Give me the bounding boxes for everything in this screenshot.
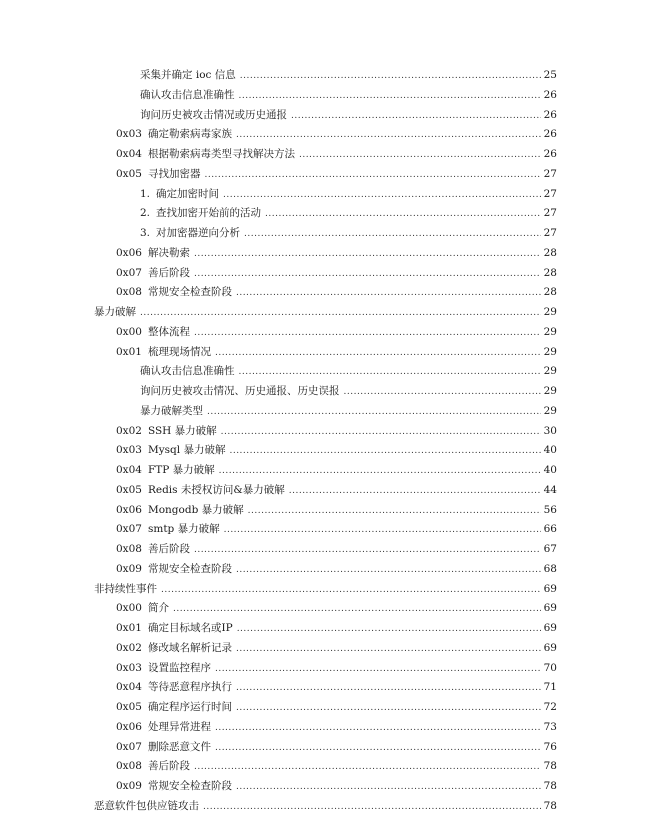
toc-entry-line bbox=[116, 264, 557, 285]
toc-entry-page-number: 29 bbox=[543, 345, 557, 358]
toc-entry-number: 1. bbox=[140, 187, 151, 200]
toc-entry-number: 3. bbox=[140, 227, 151, 239]
toc-entry-number: 0x00 bbox=[116, 325, 142, 338]
dot-leader bbox=[194, 265, 541, 285]
toc-entry[interactable] bbox=[0, 343, 656, 363]
toc-entry-line bbox=[140, 66, 557, 87]
toc-entry-number: 0x03 bbox=[116, 128, 142, 141]
dot-leader bbox=[236, 126, 541, 146]
toc-entry-title: 确认攻击信息准确性 bbox=[140, 365, 235, 378]
toc-entry-line bbox=[116, 244, 557, 265]
toc-entry-title: 简介 bbox=[147, 602, 169, 615]
toc-entry-title: 确认攻击信息准确性 bbox=[140, 88, 235, 101]
toc-entry-line bbox=[116, 501, 557, 522]
toc-entry-title: 暴力破解 bbox=[94, 306, 136, 318]
toc-entry-number: 0x06 bbox=[116, 503, 142, 516]
toc-entry-line bbox=[140, 86, 557, 107]
toc-entry-number: 0x09 bbox=[116, 780, 142, 792]
toc-entry[interactable] bbox=[0, 323, 656, 343]
dot-leader bbox=[194, 324, 541, 344]
toc-entry-number: 0x07 bbox=[116, 266, 142, 279]
toc-entry[interactable] bbox=[0, 678, 656, 698]
toc-entry-number: 0x09 bbox=[116, 562, 142, 575]
toc-entry-number: 0x02 bbox=[116, 424, 142, 437]
dot-leader bbox=[219, 462, 541, 482]
toc-entry[interactable] bbox=[0, 283, 656, 303]
toc-entry-page-number: 66 bbox=[543, 523, 557, 536]
toc-entry-number: 0x05 bbox=[116, 483, 142, 496]
toc-entry-page-number: 68 bbox=[543, 562, 557, 575]
toc-entry-title: 查找加密开始前的活动 bbox=[156, 207, 262, 220]
toc-entry-number: 0x03 bbox=[116, 444, 142, 457]
toc-entry-number: 0x06 bbox=[116, 720, 142, 733]
dot-leader bbox=[344, 383, 541, 403]
dot-leader bbox=[215, 719, 541, 739]
table-of-contents bbox=[0, 66, 656, 817]
toc-entry-page-number: 27 bbox=[543, 227, 557, 239]
toc-entry[interactable] bbox=[0, 244, 656, 264]
toc-entry-line bbox=[116, 678, 557, 699]
toc-entry[interactable] bbox=[0, 106, 656, 126]
toc-entry[interactable] bbox=[0, 441, 656, 461]
toc-entry-line bbox=[116, 422, 557, 443]
toc-entry-title: 恶意软件包供应链攻击 bbox=[94, 799, 199, 812]
toc-entry-page-number: 40 bbox=[543, 444, 557, 457]
toc-entry-title: 善后阶段 bbox=[147, 760, 190, 773]
dot-leader bbox=[229, 442, 540, 462]
toc-entry-title: 暴力破解类型 bbox=[140, 404, 203, 417]
toc-entry-title: 等待恶意程序执行 bbox=[147, 681, 232, 694]
toc-entry[interactable] bbox=[0, 698, 656, 718]
toc-entry[interactable] bbox=[0, 580, 656, 600]
toc-entry-title: Mongodb 暴力破解 bbox=[147, 503, 244, 516]
toc-entry-title: 确定加密时间 bbox=[156, 187, 220, 200]
toc-entry[interactable] bbox=[0, 738, 656, 758]
toc-entry-page-number: 30 bbox=[543, 424, 557, 437]
toc-entry-title: 采集并确定 ioc 信息 bbox=[140, 69, 236, 81]
toc-entry[interactable] bbox=[0, 204, 656, 224]
toc-entry-page-number: 78 bbox=[543, 760, 557, 773]
toc-entry-number: 2. bbox=[140, 207, 151, 220]
dot-leader bbox=[248, 502, 541, 522]
dot-leader bbox=[244, 225, 541, 245]
toc-entry-number: 0x06 bbox=[116, 246, 142, 259]
toc-entry-page-number: 69 bbox=[543, 582, 557, 595]
toc-entry-page-number: 25 bbox=[543, 69, 557, 81]
toc-entry-title: Redis 未授权访问&暴力破解 bbox=[147, 483, 285, 496]
toc-entry-line bbox=[116, 757, 557, 778]
toc-entry-title: 询问历史被攻击情况或历史通报 bbox=[140, 108, 287, 121]
toc-entry-page-number: 26 bbox=[543, 128, 557, 141]
dot-leader bbox=[239, 363, 541, 383]
toc-entry[interactable] bbox=[0, 718, 656, 738]
dot-leader bbox=[203, 798, 541, 818]
toc-entry-title: smtp 暴力破解 bbox=[147, 523, 220, 536]
toc-entry-line bbox=[140, 204, 557, 225]
toc-entry-line bbox=[116, 323, 557, 344]
toc-entry[interactable] bbox=[0, 619, 656, 639]
toc-entry-line bbox=[116, 145, 557, 166]
toc-entry-title: Mysql 暴力破解 bbox=[147, 444, 226, 457]
dot-leader bbox=[194, 541, 541, 561]
toc-entry-page-number: 26 bbox=[543, 148, 557, 160]
toc-entry-title: 对加密器逆向分析 bbox=[156, 227, 241, 239]
toc-entry[interactable] bbox=[0, 422, 656, 442]
toc-entry-title: 处理异常进程 bbox=[147, 720, 211, 733]
toc-entry-title: 梳理现场情况 bbox=[147, 345, 211, 358]
toc-entry[interactable] bbox=[0, 382, 656, 402]
toc-entry-line bbox=[140, 402, 557, 423]
toc-entry-page-number: 27 bbox=[543, 167, 557, 180]
toc-entry-page-number: 26 bbox=[543, 108, 557, 121]
toc-entry-page-number: 44 bbox=[543, 483, 557, 496]
toc-entry-title: 常规安全检查阶段 bbox=[147, 780, 232, 792]
toc-entry-number: 0x01 bbox=[116, 622, 142, 634]
toc-entry-line bbox=[140, 224, 557, 245]
toc-entry-line bbox=[116, 738, 557, 759]
toc-entry-page-number: 28 bbox=[543, 286, 557, 299]
dot-leader bbox=[265, 205, 541, 225]
toc-entry-page-number: 69 bbox=[543, 602, 557, 615]
toc-entry-title: 确定勒索病毒家族 bbox=[147, 128, 232, 141]
toc-entry[interactable] bbox=[0, 461, 656, 481]
toc-entry-line bbox=[116, 777, 557, 798]
toc-entry[interactable] bbox=[0, 520, 656, 540]
dot-leader bbox=[194, 245, 541, 265]
toc-entry-line bbox=[116, 461, 557, 482]
toc-entry-number: 0x01 bbox=[116, 345, 142, 358]
dot-leader bbox=[237, 620, 541, 640]
dot-leader bbox=[236, 778, 541, 798]
toc-entry-page-number: 67 bbox=[543, 543, 557, 555]
toc-entry-title: 询问历史被攻击情况、历史通报、历史误报 bbox=[140, 385, 340, 397]
toc-entry[interactable] bbox=[0, 639, 656, 659]
dot-leader bbox=[215, 344, 541, 364]
toc-entry[interactable] bbox=[0, 66, 656, 86]
toc-entry-title: 善后阶段 bbox=[147, 266, 190, 279]
toc-entry[interactable] bbox=[0, 362, 656, 382]
toc-entry-line bbox=[116, 698, 557, 719]
dot-leader bbox=[194, 758, 541, 778]
dot-leader bbox=[215, 739, 541, 759]
toc-entry-number: 0x04 bbox=[116, 681, 142, 694]
toc-entry-line bbox=[116, 125, 557, 146]
toc-entry-line bbox=[140, 382, 557, 403]
toc-entry[interactable] bbox=[0, 501, 656, 521]
toc-entry-page-number: 78 bbox=[543, 799, 557, 812]
dot-leader bbox=[236, 679, 541, 699]
toc-entry[interactable] bbox=[0, 303, 656, 323]
toc-entry-line bbox=[116, 619, 557, 640]
toc-entry[interactable] bbox=[0, 757, 656, 777]
toc-entry-title: 整体流程 bbox=[147, 325, 190, 338]
toc-entry-page-number: 28 bbox=[543, 246, 557, 259]
toc-entry-title: 非持续性事件 bbox=[94, 582, 157, 595]
toc-entry-line bbox=[140, 362, 557, 383]
dot-leader bbox=[223, 186, 541, 206]
toc-entry[interactable] bbox=[0, 599, 656, 619]
dot-leader bbox=[291, 107, 541, 127]
toc-entry-page-number: 29 bbox=[543, 365, 557, 378]
dot-leader bbox=[204, 166, 540, 186]
dot-leader bbox=[173, 600, 541, 620]
toc-entry-line bbox=[116, 520, 557, 541]
toc-entry-number: 0x02 bbox=[116, 641, 142, 654]
toc-entry-number: 0x07 bbox=[116, 523, 142, 536]
toc-entry-page-number: 69 bbox=[543, 641, 557, 654]
toc-entry-number: 0x08 bbox=[116, 543, 142, 555]
dot-leader bbox=[240, 67, 541, 87]
dot-leader bbox=[161, 581, 541, 601]
dot-leader bbox=[236, 284, 541, 304]
toc-entry-page-number: 29 bbox=[543, 404, 557, 417]
toc-entry-line bbox=[94, 797, 557, 818]
toc-entry[interactable] bbox=[0, 185, 656, 205]
toc-entry-number: 0x04 bbox=[116, 464, 142, 476]
toc-entry-title: 确定程序运行时间 bbox=[147, 701, 232, 713]
toc-entry-page-number: 27 bbox=[543, 207, 557, 220]
toc-entry-page-number: 27 bbox=[543, 187, 557, 200]
toc-entry-line bbox=[116, 659, 557, 680]
toc-entry-number: 0x04 bbox=[116, 148, 142, 160]
toc-entry-number: 0x08 bbox=[116, 286, 142, 299]
toc-entry-page-number: 29 bbox=[543, 325, 557, 338]
toc-entry-page-number: 76 bbox=[543, 740, 557, 753]
toc-entry-line bbox=[116, 441, 557, 462]
toc-entry-line bbox=[116, 165, 557, 186]
toc-entry-title: 常规安全检查阶段 bbox=[147, 562, 232, 575]
toc-entry-number: 0x03 bbox=[116, 661, 142, 674]
toc-entry[interactable] bbox=[0, 125, 656, 145]
toc-entry[interactable] bbox=[0, 86, 656, 106]
toc-entry-title: 解决勒索 bbox=[147, 246, 190, 259]
toc-entry-line bbox=[94, 303, 557, 324]
toc-entry[interactable] bbox=[0, 560, 656, 580]
toc-entry-page-number: 72 bbox=[543, 701, 557, 713]
toc-entry[interactable] bbox=[0, 145, 656, 165]
toc-entry-line bbox=[116, 599, 557, 620]
toc-entry-title: 确定目标域名或IP bbox=[147, 622, 233, 634]
toc-entry[interactable] bbox=[0, 264, 656, 284]
toc-entry-page-number: 26 bbox=[543, 88, 557, 101]
toc-entry-number: 0x00 bbox=[116, 602, 142, 615]
toc-entry-title: 删除恶意文件 bbox=[147, 740, 211, 753]
dot-leader bbox=[299, 146, 541, 166]
dot-leader bbox=[236, 699, 541, 719]
toc-entry-line bbox=[116, 481, 557, 502]
toc-entry-page-number: 70 bbox=[543, 661, 557, 674]
dot-leader bbox=[221, 423, 541, 443]
toc-entry-title: 修改域名解析记录 bbox=[147, 641, 232, 654]
toc-entry-page-number: 69 bbox=[543, 622, 557, 634]
dot-leader bbox=[236, 640, 541, 660]
dot-leader bbox=[140, 304, 541, 324]
toc-entry-page-number: 71 bbox=[543, 681, 557, 694]
toc-entry-line bbox=[140, 185, 557, 206]
toc-entry-line bbox=[116, 639, 557, 660]
toc-entry-page-number: 29 bbox=[543, 306, 557, 318]
toc-entry[interactable] bbox=[0, 659, 656, 679]
toc-entry-line bbox=[94, 580, 557, 601]
toc-entry[interactable] bbox=[0, 165, 656, 185]
dot-leader bbox=[239, 87, 541, 107]
toc-entry[interactable] bbox=[0, 402, 656, 422]
toc-entry-page-number: 56 bbox=[543, 503, 557, 516]
toc-entry-title: FTP 暴力破解 bbox=[147, 464, 215, 476]
toc-entry-number: 0x08 bbox=[116, 760, 142, 773]
toc-entry-line bbox=[116, 718, 557, 739]
dot-leader bbox=[207, 403, 541, 423]
toc-entry-line bbox=[116, 560, 557, 581]
toc-entry-title: 设置监控程序 bbox=[147, 661, 211, 674]
toc-entry-title: 根据勒索病毒类型寻找解决方法 bbox=[147, 148, 295, 160]
toc-entry[interactable] bbox=[0, 777, 656, 797]
toc-entry-line bbox=[116, 283, 557, 304]
toc-entry-line bbox=[116, 540, 557, 561]
toc-entry-page-number: 73 bbox=[543, 720, 557, 733]
dot-leader bbox=[224, 521, 541, 541]
toc-entry-number: 0x07 bbox=[116, 740, 142, 753]
toc-entry[interactable] bbox=[0, 540, 656, 560]
dot-leader bbox=[215, 660, 541, 680]
toc-entry[interactable] bbox=[0, 797, 656, 817]
toc-entry-page-number: 28 bbox=[543, 266, 557, 279]
dot-leader bbox=[289, 482, 541, 502]
toc-entry-number: 0x05 bbox=[116, 167, 142, 180]
toc-entry-page-number: 29 bbox=[543, 385, 557, 397]
toc-entry[interactable] bbox=[0, 481, 656, 501]
toc-entry-line bbox=[116, 343, 557, 364]
toc-entry-page-number: 78 bbox=[543, 780, 557, 792]
toc-entry-line bbox=[140, 106, 557, 127]
toc-entry[interactable] bbox=[0, 224, 656, 244]
dot-leader bbox=[236, 561, 541, 581]
toc-entry-title: 常规安全检查阶段 bbox=[147, 286, 232, 299]
toc-entry-title: 寻找加密器 bbox=[147, 167, 201, 180]
toc-entry-page-number: 40 bbox=[543, 464, 557, 476]
toc-entry-number: 0x05 bbox=[116, 701, 142, 713]
toc-entry-title: SSH 暴力破解 bbox=[147, 424, 217, 437]
toc-entry-title: 善后阶段 bbox=[147, 543, 190, 555]
